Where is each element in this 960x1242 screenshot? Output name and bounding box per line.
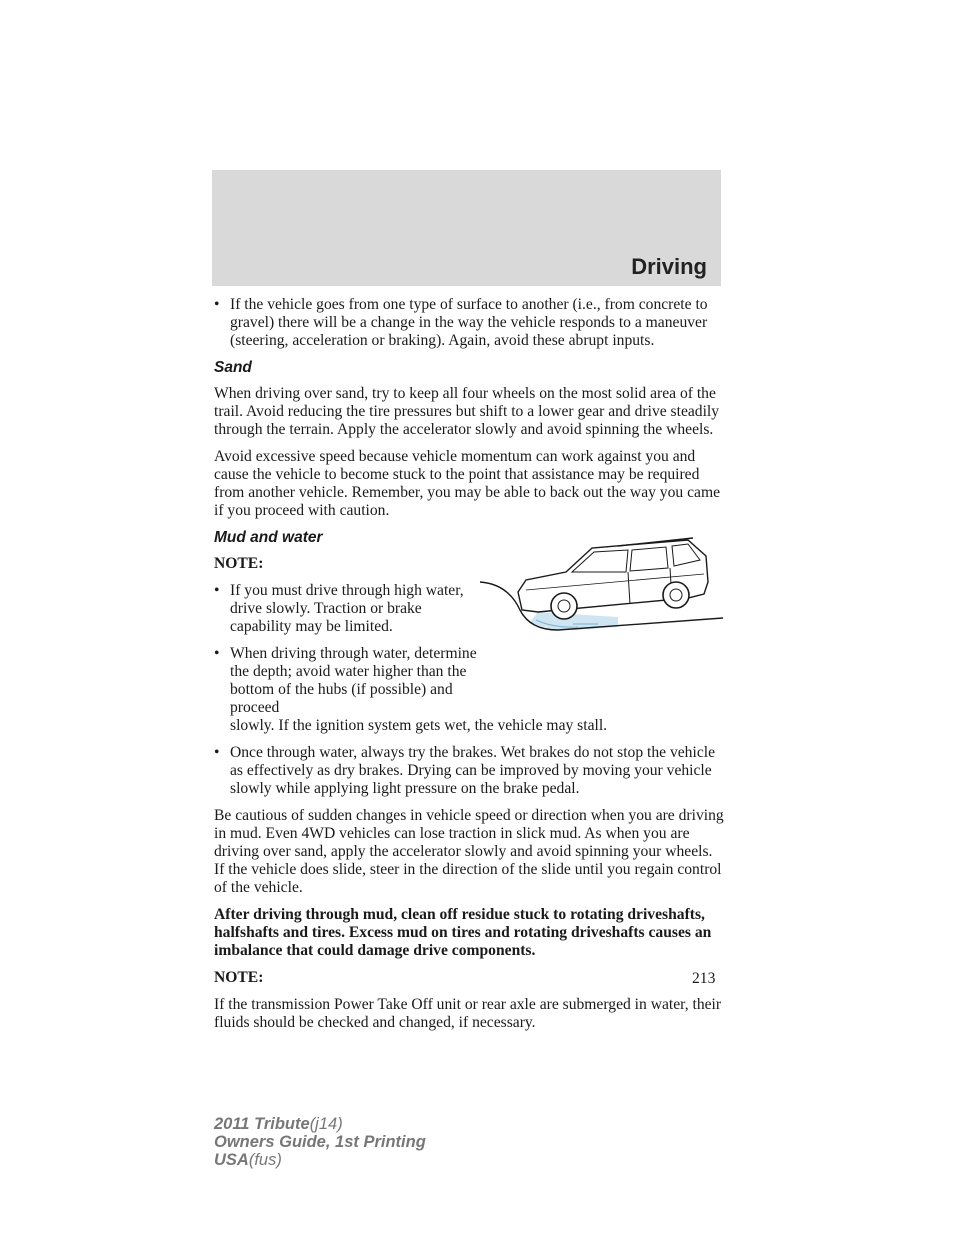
bullet-text: If the vehicle goes from one type of surface to another (i.e., from concrete to gravel) there will be a change in the way the vehicle responds to a maneuver (steering, acceleration or braking). Again, avoid these abrupt inputs.: [230, 296, 708, 349]
page-number: 213: [692, 970, 716, 987]
note-label: NOTE:: [214, 555, 264, 572]
bullet-surface-change: • If the vehicle goes from one type of surface to another (i.e., from concrete to gravel) there will be a change in the way the vehicle responds to a maneuver (steering, acceleration or braking). Again, avoid these abrupt inputs.: [214, 296, 708, 349]
bullet-water-depth: • When driving through water, determine the depth; avoid water higher than the bottom of the hubs (if possible) and proceed slowly. If the ignition system gets wet, the vehicle may stall.: [214, 645, 724, 735]
footer-model: 2011 Tribute: [214, 1115, 310, 1133]
sand-paragraph-2: Avoid excessive speed because vehicle momentum can work against you and cause the vehicle to become stuck to the point that assistance may be required from another vehicle. Remember, you may be able to back out the way you came if you proceed with caution.: [214, 448, 720, 519]
note-label-2: NOTE:: [214, 969, 264, 986]
vehicle-in-water-illustration: [478, 532, 723, 637]
page-content: [214, 296, 724, 1041]
footer-model-code: (j14): [309, 1115, 343, 1133]
section-header: [212, 170, 721, 286]
axle-paragraph: If the transmission Power Take Off unit or rear axle are submerged in water, their fluids should be checked and changed, if necessary.: [214, 996, 722, 1031]
bullet-brakes: • Once through water, always try the brakes. Wet brakes do not stop the vehicle as effectively as dry brakes. Drying can be improved by moving your vehicle slowly while applying light pressure on the brake pedal.: [214, 744, 715, 797]
footer-printing: Owners Guide, 1st Printing: [214, 1133, 426, 1151]
sand-heading: Sand: [214, 359, 252, 376]
sand-paragraph-1: When driving over sand, try to keep all four wheels on the most solid area of the trail. Avoid reducing the tire pressures but shift to a lower gear and drive steadily through the terrain. Apply the accelerator slowly and avoid spinning the wheels.: [214, 385, 720, 438]
bullet-text-continued: slowly. If the ignition system gets wet, the vehicle may stall.: [230, 717, 608, 734]
footer-region: USA: [214, 1151, 249, 1169]
bullet-text: Once through water, always try the brakes. Wet brakes do not stop the vehicle as effectively as dry brakes. Drying can be improved by moving your vehicle slowly while applying light pressure on the brake pedal.: [230, 744, 715, 797]
mud-paragraph: Be cautious of sudden changes in vehicle speed or direction when you are driving in mud. Even 4WD vehicles can lose traction in slick mud. As when you are driving over sand, apply the accelerator slowly and avoid spinning your wheels. If the vehicle does slide, steer in the direction of the slide until you regain control of the vehicle.: [214, 807, 724, 896]
bullet-high-water: • If you must drive through high water, drive slowly. Traction or brake capability may be limited.: [214, 582, 464, 635]
bullet-text: If you must drive through high water, drive slowly. Traction or brake capability may be limited.: [230, 582, 464, 635]
section-title: Driving: [631, 254, 707, 279]
mud-heading: Mud and water: [214, 529, 323, 546]
footer: [214, 1115, 426, 1169]
mud-warning: After driving through mud, clean off residue stuck to rotating driveshafts, halfshafts and tires. Excess mud on tires and rotating driveshafts causes an imbalance that could damage drive components.: [214, 906, 712, 959]
bullet-text: When driving through water, determine the depth; avoid water higher than the bottom of the hubs (if possible) and proceed: [230, 645, 477, 716]
footer-region-code: (fus): [248, 1151, 282, 1169]
